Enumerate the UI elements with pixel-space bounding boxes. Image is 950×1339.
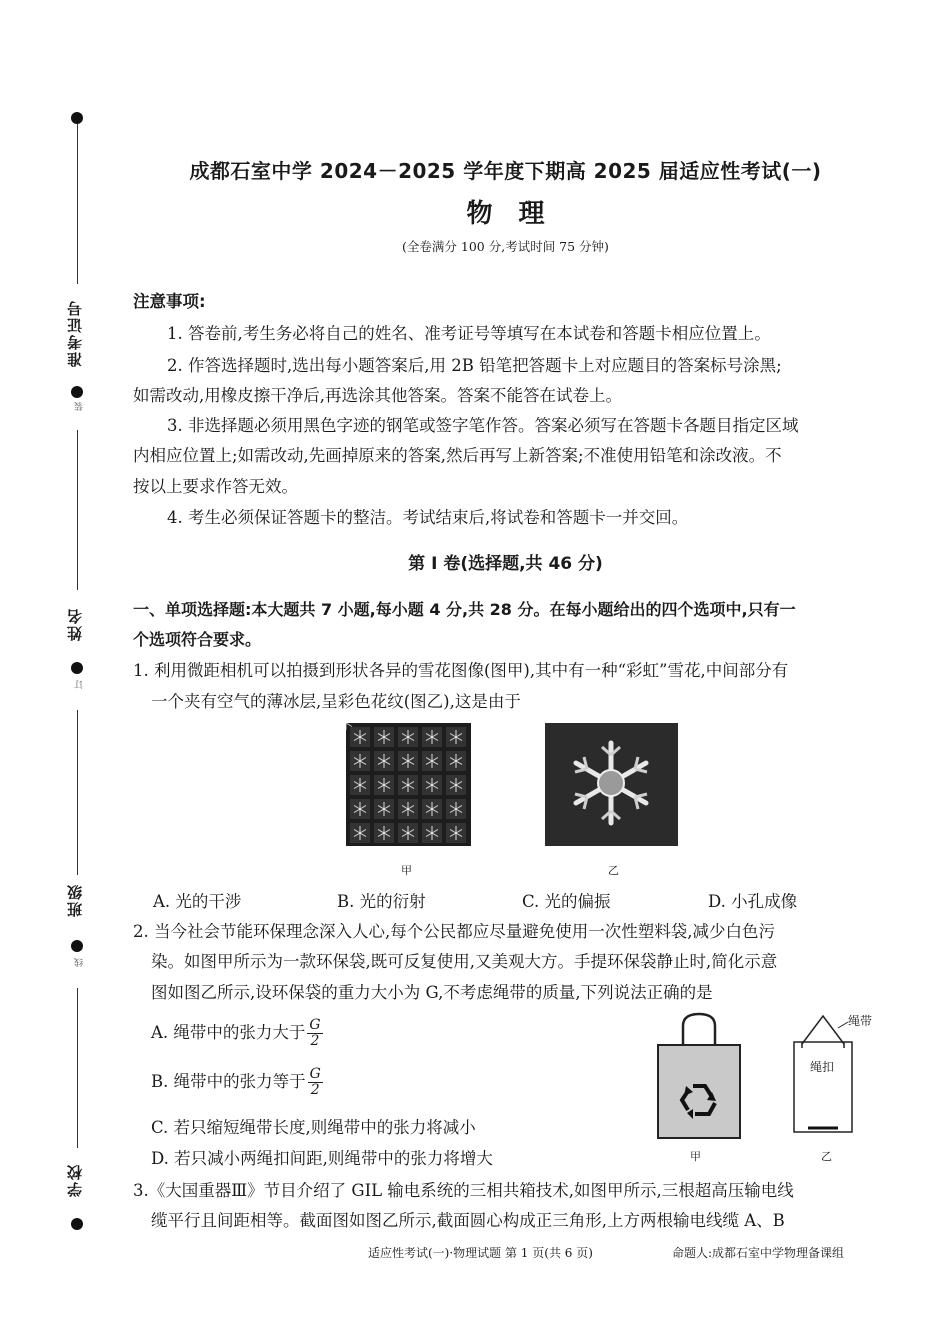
label-buckle: 绳扣: [810, 1060, 835, 1074]
fraction-numerator: G: [309, 1017, 321, 1033]
section-title: 第 Ⅰ 卷(选择题,共 46 分): [408, 554, 603, 574]
part-heading: 个选项符合要求。: [133, 630, 262, 649]
binding-dot: [71, 940, 83, 952]
label-school: 学校: [66, 1163, 84, 1197]
g-over-2-fraction: [307, 1018, 322, 1049]
binding-line: [77, 988, 78, 1148]
q1-stem: 1. 利用微距相机可以拍摄到形状各异的雪花图像(图甲),其中有一种“彩虹”雪花,中间部分有: [133, 661, 789, 680]
notice-item: 内相应位置上;如需改动,先画掉原来的答案,然后再写上新答案;不准使用铅笔和涂改液。不: [133, 446, 782, 465]
label-class: 班级: [66, 883, 84, 917]
q1-caption-b: 乙: [608, 864, 619, 877]
q2-option-a: [151, 1018, 323, 1049]
q2-stem: 2. 当今社会节能环保理念深入人心,每个公民都应尽量避免使用一次性塑料袋,减少白色污: [133, 922, 775, 941]
notice-item: 1. 答卷前,考生务必将自己的姓名、准考证号等填写在本试卷和答题卡相应位置上。: [167, 324, 771, 343]
notice-item: 按以上要求作答无效。: [133, 477, 298, 496]
recycle-bag-icon: [655, 1012, 743, 1140]
fraction-denominator: 2: [310, 1033, 320, 1049]
binding-dot: [71, 662, 83, 674]
g-over-2-fraction: [308, 1067, 323, 1098]
footer-author: 命题人:成都石室中学物理备课组: [672, 1246, 845, 1260]
label-strap: 绳带: [848, 1014, 873, 1028]
binding-line: [77, 710, 78, 875]
q3-stem: 缆平行且间距相等。截面图如图乙所示,截面圆心构成正三角形,上方两根输电线缆 A、B: [151, 1211, 785, 1230]
fraction-numerator: G: [309, 1066, 321, 1082]
mark-xian: 线: [75, 958, 85, 967]
subject-title: 物理: [466, 199, 571, 229]
q2-option-d: D. 若只减小两绳扣间距,则绳带中的张力将增大: [151, 1149, 493, 1168]
binding-line: [77, 430, 78, 590]
binding-line: [77, 124, 78, 284]
q2-option-b: [151, 1067, 323, 1098]
fraction-denominator: 2: [310, 1082, 320, 1098]
label-name: 姓名: [66, 607, 84, 641]
rainbow-snowflake-image: [545, 723, 678, 846]
q2-stem: 图如图乙所示,设环保袋的重力大小为 G,不考虑绳带的质量,下列说法正确的是: [151, 983, 713, 1002]
part-heading: 一、单项选择题:本大题共 7 小题,每小题 4 分,共 28 分。在每小题给出的四个选项中,只有一: [133, 600, 796, 619]
notice-item: 如需改动,用橡皮擦干净后,再选涂其他答案。答案不能答在试卷上。: [133, 386, 622, 405]
bag-diagram-icon: [788, 1006, 898, 1138]
q2-caption-b: 乙: [821, 1150, 832, 1163]
q1-option-a: A. 光的干涉: [153, 892, 242, 911]
q2-option-a-text: A. 绳带中的张力大于: [151, 1023, 306, 1042]
notice-item: 4. 考生必须保证答题卡的整洁。考试结束后,将试卷和答题卡一并交回。: [167, 508, 689, 527]
q2-option-c: C. 若只缩短绳带长度,则绳带中的张力将减小: [151, 1118, 476, 1137]
mark-zhuang: 装: [75, 402, 85, 411]
binding-dot: [71, 112, 83, 124]
binding-margin: [0, 0, 120, 1339]
notice-item: 2. 作答选择题时,选出每小题答案后,用 2B 铅笔把答题卡上对应题目的答案标号涂黑;: [167, 356, 782, 375]
mark-ding: 订: [75, 680, 85, 689]
snowflake-grid-image: [346, 723, 471, 846]
q1-option-b: B. 光的衍射: [337, 892, 426, 911]
exam-title: 成都石室中学 2024－2025 学年度下期高 2025 届适应性考试(一): [189, 159, 822, 183]
footer-page-info: 适应性考试(一)·物理试题 第 1 页(共 6 页): [368, 1246, 593, 1260]
q3-stem: 3.《大国重器Ⅲ》节目介绍了 GIL 输电系统的三相共箱技术,如图甲所示,三根超高压输电线: [133, 1181, 794, 1200]
q1-stem: 一个夹有空气的薄冰层,呈彩色花纹(图乙),这是由于: [151, 692, 521, 711]
snowflake-grid-icon: [346, 723, 471, 846]
bag-diagram: [788, 1006, 898, 1138]
q2-stem: 染。如图甲所示为一款环保袋,既可反复使用,又美观大方。手提环保袋静止时,简化示意: [151, 952, 778, 971]
exam-note: (全卷满分 100 分,考试时间 75 分钟): [402, 239, 609, 254]
label-exam-id: 准考证号: [66, 299, 84, 367]
q1-caption-a: 甲: [401, 864, 412, 877]
binding-dot: [71, 386, 83, 398]
binding-dot: [71, 1218, 83, 1230]
q1-option-c: C. 光的偏振: [522, 892, 611, 911]
snowflake-icon: [545, 723, 678, 846]
eco-bag-figure: [655, 1012, 743, 1140]
notice-heading: 注意事项:: [133, 292, 206, 311]
q2-option-b-text: B. 绳带中的张力等于: [151, 1072, 306, 1091]
notice-item: 3. 非选择题必须用黑色字迹的钢笔或签字笔作答。答案必须写在答题卡各题目指定区域: [167, 416, 799, 435]
q2-caption-a: 甲: [690, 1150, 701, 1163]
q1-option-d: D. 小孔成像: [708, 892, 798, 911]
